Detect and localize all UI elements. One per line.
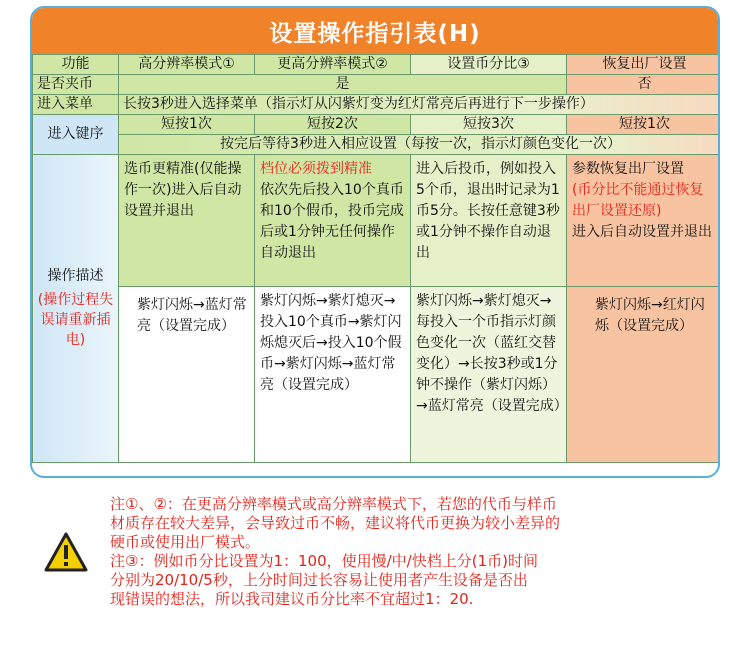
- desc-row-1: [33, 155, 721, 287]
- desc1-col4-text2: 进入后自动设置并退出: [572, 224, 712, 240]
- key-press-4: 短按1次: [567, 115, 721, 135]
- desc2-col1: 紫灯闪烁→蓝灯常亮（设置完成）: [119, 287, 255, 463]
- desc1-col4-warning: (币分比不能通过恢复出厂设置还原): [572, 182, 704, 219]
- header-row: [33, 55, 721, 75]
- menu-row-text: 长按3秒进入选择菜单（指示灯从闪紫灯变为红灯常亮后再进行下一步操作）: [119, 95, 721, 115]
- warning-triangle-icon: [44, 532, 88, 572]
- note-line-3: 硬币或使用出厂模式。: [110, 533, 261, 551]
- desc1-col3: 进入后投币，例如投入5个币，退出时记录为1币5分。长按任意键3秒或1分钟不操作自动退出: [411, 155, 567, 287]
- header-coin-ratio: 设置币分比③: [411, 55, 567, 75]
- desc1-col4-text1: 参数恢复出厂设置: [572, 161, 684, 177]
- header-factory-reset: 恢复出厂设置: [567, 55, 721, 75]
- desc-label-cell: [33, 155, 119, 463]
- key-row-label: 进入键序: [33, 115, 119, 155]
- desc1-col2-text: 依次先后投入10个真币和10个假币，投币完成后或1分钟无任何操作自动退出: [260, 182, 404, 261]
- key-press-3: 短按3次: [411, 115, 567, 135]
- coin-row: [33, 75, 721, 95]
- note-line-6: 现错误的想法，所以我司建议币分比率不宜超过1：20.: [110, 590, 474, 608]
- note-line-4: 注③：例如币分比设置为1：100，使用慢/中/快档上分(1币)时间: [110, 552, 538, 570]
- desc-label: 操作描述: [47, 268, 104, 284]
- desc-note: (操作过程失误请重新插电): [37, 292, 114, 348]
- desc2-col3: 紫灯闪烁→紫灯熄灭→每投入一个币指示灯颜色变化一次（蓝红交替变化）→长按3秒或1分钟不操作（紫灯闪烁）→蓝灯常亮（设置完成）: [411, 287, 567, 463]
- desc1-col1: 选币更精准(仅能操作一次)进入后自动设置并退出: [119, 155, 255, 287]
- key-press-2: 短按2次: [255, 115, 411, 135]
- desc1-col4: [567, 155, 721, 287]
- note-line-2: 材质存在较大差异，会导致过币不畅，建议将代币更换为较小差异的: [110, 514, 561, 532]
- desc2-col2: 紫灯闪烁→紫灯熄灭→投入10个真币→紫灯闪烁熄灭后→投入10个假币→紫灯闪烁→蓝灯常亮（设置完成）: [255, 287, 411, 463]
- coin-row-yes: 是: [119, 75, 567, 95]
- menu-row-label: 进入菜单: [33, 95, 119, 115]
- note-line-1: 注①、②：在更高分辨率模式或高分辨率模式下，若您的代币与样币: [110, 495, 557, 513]
- guide-table: [32, 54, 720, 463]
- guide-card: [30, 6, 720, 478]
- notes-block: [110, 495, 730, 609]
- desc1-col2-warning: 档位必须拨到精准: [260, 161, 372, 177]
- key-row-2: [33, 135, 721, 155]
- header-function: 功能: [33, 55, 119, 75]
- coin-row-label: 是否夹币: [33, 75, 119, 95]
- header-high-res: 高分辨率模式①: [119, 55, 255, 75]
- header-higher-res: 更高分辨率模式②: [255, 55, 411, 75]
- desc2-col4: 紫灯闪烁→红灯闪烁（设置完成）: [567, 287, 721, 463]
- key-row-1: [33, 115, 721, 135]
- page-title: 设置操作指引表(H): [32, 8, 718, 54]
- desc1-col2: [255, 155, 411, 287]
- key-press-1: 短按1次: [119, 115, 255, 135]
- key-wait-text: 按完后等待3秒进入相应设置（每按一次，指示灯颜色变化一次）: [119, 135, 721, 155]
- menu-row: [33, 95, 721, 115]
- note-line-5: 分别为20/10/5秒，上分时间过长容易让使用者产生设备是否出: [110, 571, 528, 589]
- coin-row-no: 否: [567, 75, 721, 95]
- desc-row-2: [33, 287, 721, 463]
